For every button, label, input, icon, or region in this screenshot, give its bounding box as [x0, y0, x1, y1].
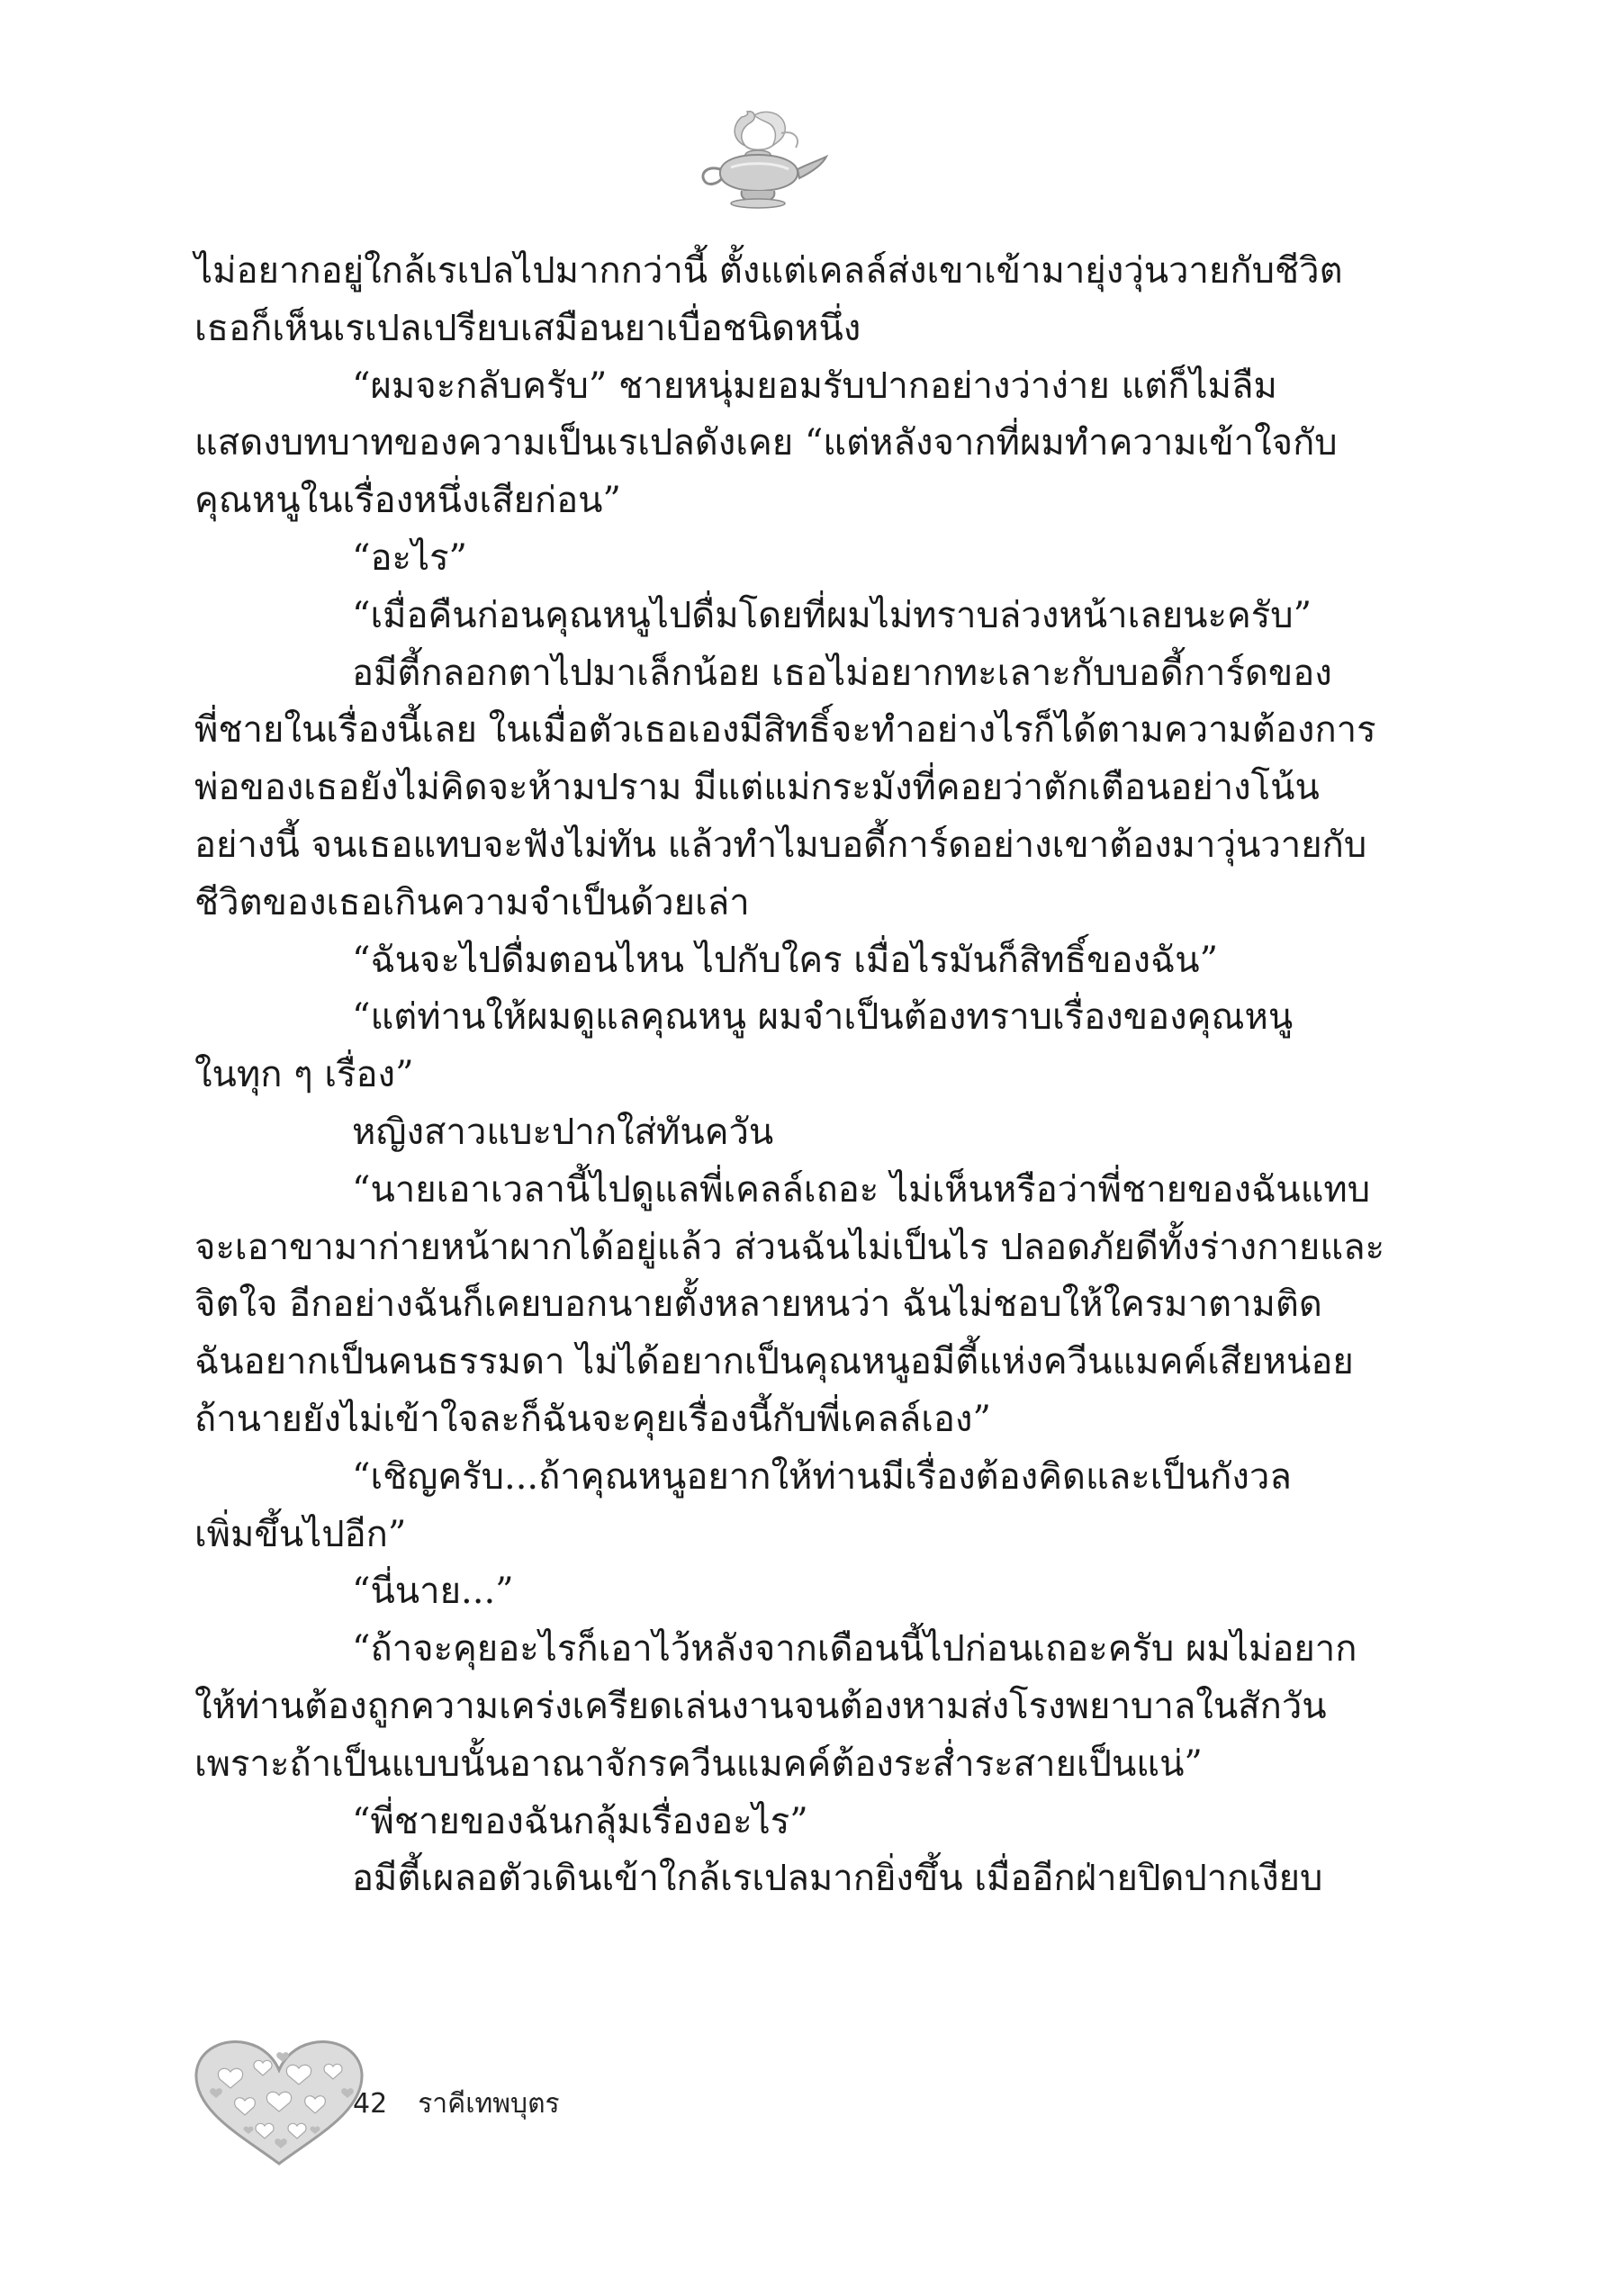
footer-text — [353, 2083, 560, 2125]
text-line: “นี่นาย...” — [352, 1571, 514, 1613]
body-text — [194, 243, 1419, 1908]
text-line: “ถ้าจะคุยอะไรก็เอาไว้หลังจากเดือนนี้ไปก่อนเถอะครับ ผมไม่อยาก — [352, 1628, 1357, 1670]
text-line: เพิ่มขึ้นไปอีก” — [194, 1513, 407, 1555]
paragraph — [194, 1563, 1419, 1621]
text-line: จิตใจ อีกอย่างฉันก็เคยบอกนายตั้งหลายหนว่า ฉันไม่ชอบให้ใครมาตามติด — [194, 1283, 1322, 1326]
paragraph — [194, 1449, 1419, 1564]
text-line: ไม่อยากอยู่ใกล้เรเปลไปมากกว่านี้ ตั้งแต่เคลล์ส่งเขาเข้ามายุ่งวุ่นวายกับชีวิต — [194, 250, 1343, 292]
text-line: คุณหนูในเรื่องหนึ่งเสียก่อน” — [194, 480, 621, 522]
paragraph — [194, 989, 1419, 1104]
paragraph — [194, 358, 1419, 530]
text-line: ถ้านายยังไม่เข้าใจละก็ฉันจะคุยเรื่องนี้กับพี่เคลล์เอง” — [194, 1398, 991, 1440]
paragraph — [194, 243, 1419, 358]
text-line: เธอก็เห็นเรเปลเปรียบเสมือนยาเบื่อชนิดหนึ่ง — [194, 307, 861, 349]
text-line: “นายเอาเวลานี้ไปดูแลพี่เคลล์เถอะ ไม่เห็นหรือว่าพี่ชายของฉันแทบ — [352, 1168, 1371, 1211]
text-line: ชีวิตของเธอเกินความจำเป็นด้วยเล่า — [194, 881, 750, 923]
paragraph — [194, 1621, 1419, 1793]
book-title: ราคีเทพบุตร — [418, 2088, 560, 2120]
page-footer — [189, 2036, 819, 2171]
paragraph — [194, 1850, 1419, 1908]
text-line: อมีตี้เผลอตัวเดินเข้าใกล้เรเปลมากยิ่งขึ้น เมื่ออีกฝ่ายปิดปากเงียบ — [352, 1858, 1323, 1900]
text-line: พี่ชายในเรื่องนี้เลย ในเมื่อตัวเธอเองมีสิทธิ์จะทำอย่างไรก็ได้ตามความต้องการ — [194, 709, 1376, 752]
text-line: “อะไร” — [352, 536, 468, 579]
text-line: “เชิญครับ...ถ้าคุณหนูอยากให้ท่านมีเรื่องต้องคิดและเป็นกังวล — [352, 1455, 1292, 1498]
text-line: หญิงสาวแบะปากใส่ทันควัน — [352, 1111, 774, 1153]
text-line: เพราะถ้าเป็นแบบนั้นอาณาจักรควีนแมคค์ต้องระส่ำระสายเป็นแน่” — [194, 1742, 1203, 1785]
genie-lamp-icon — [695, 106, 830, 210]
text-line: ให้ท่านต้องถูกความเคร่งเครียดเล่นงานจนต้องหามส่งโรงพยาบาลในสักวัน — [194, 1685, 1327, 1727]
text-line: อมีตี้กลอกตาไปมาเล็กน้อย เธอไม่อยากทะเลาะกับบอดี้การ์ดของ — [352, 652, 1332, 694]
text-line: อย่างนี้ จนเธอแทบจะฟังไม่ทัน แล้วทำไมบอดี้การ์ดอย่างเขาต้องมาวุ่นวายกับ — [194, 824, 1367, 866]
text-line: จะเอาขามาก่ายหน้าผากได้อยู่แล้ว ส่วนฉันไม่เป็นไร ปลอดภัยดีทั้งร่างกายและ — [194, 1226, 1385, 1268]
text-line: “เมื่อคืนก่อนคุณหนูไปดื่มโดยที่ผมไม่ทราบล่วงหน้าเลยนะครับ” — [352, 594, 1312, 636]
text-line: แสดงบทบาทของความเป็นเรเปลดังเคย “แต่หลังจากที่ผมทำความเข้าใจกับ — [194, 422, 1338, 464]
text-line: ในทุก ๆ เรื่อง” — [194, 1054, 414, 1096]
paragraph — [194, 645, 1419, 932]
paragraph — [194, 932, 1419, 990]
paragraph — [194, 530, 1419, 588]
text-line: “พี่ชายของฉันกลุ้มเรื่องอะไร” — [352, 1800, 808, 1842]
paragraph — [194, 1794, 1419, 1851]
text-line: ฉันอยากเป็นคนธรรมดา ไม่ได้อยากเป็นคุณหนูอมีตี้แห่งควีนแมคค์เสียหน่อย — [194, 1341, 1354, 1383]
text-line: “ฉันจะไปดื่มตอนไหน ไปกับใคร เมื่อไรมันก็สิทธิ์ของฉัน” — [352, 939, 1219, 981]
text-line: “ผมจะกลับครับ” ชายหนุ่มยอมรับปากอย่างว่าง่าย แต่ก็ไม่ลืม — [352, 365, 1277, 407]
page-number: 42 — [353, 2088, 388, 2120]
paragraph — [194, 1104, 1419, 1162]
text-line: พ่อของเธอยังไม่คิดจะห้ามปราม มีแต่แม่กระมังที่คอยว่าตักเตือนอย่างโน้น — [194, 767, 1320, 809]
paragraph — [194, 588, 1419, 645]
heart-icon — [189, 2036, 369, 2171]
text-line: “แต่ท่านให้ผมดูแลคุณหนู ผมจำเป็นต้องทราบเรื่องของคุณหนู — [352, 996, 1294, 1039]
paragraph — [194, 1162, 1419, 1449]
